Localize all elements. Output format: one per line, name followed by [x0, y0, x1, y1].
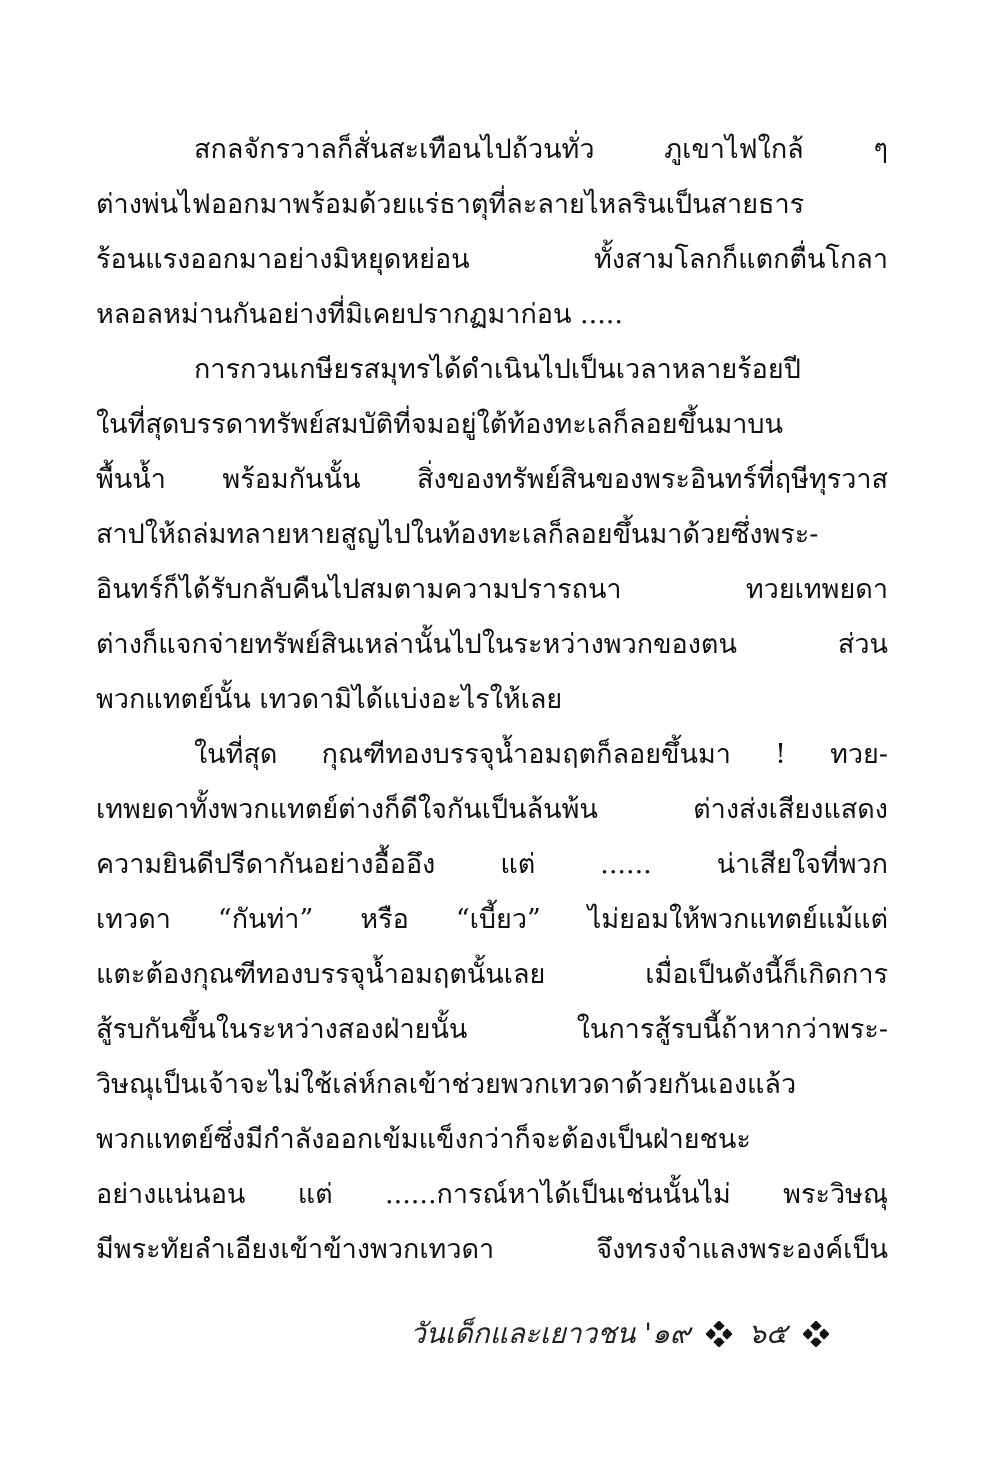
text-line: เทพยดาทั้งพวกแทตย์ต่างก็ดีใจกันเป็นล้นพ้น ต่างส่งเสียงแสดง — [96, 794, 888, 825]
page-number: ๖๕ — [748, 1317, 788, 1350]
text-line: ในที่สุด กุณฑีทองบรรจุน้ำอมฤตก็ลอยขึ้นมา ! ทวย- — [194, 739, 888, 770]
text-line: มีพระทัยลำเอียงเข้าข้างพวกเทวดา จึงทรงจำแลงพระองค์เป็น — [96, 1234, 888, 1265]
text-line: สู้รบกันขึ้นในระหว่างสองฝ่ายนั้น ในการสู้รบนี้ถ้าหากว่าพระ- — [96, 1014, 888, 1045]
text-line: แตะต้องกุณฑีทองบรรจุน้ำอมฤตนั้นเลย เมื่อเป็นดังนี้ก็เกิดการ — [96, 959, 888, 990]
diamond-ornament-icon — [803, 1321, 829, 1347]
text-line: อย่างแน่นอน แต่ ......การณ์หาได้เป็นเช่นนั้นไม่ พระวิษณุ — [96, 1179, 888, 1210]
text-line: ต่างก็แจกจ่ายทรัพย์สินเหล่านั้นไปในระหว่างพวกของตน ส่วน — [96, 629, 888, 660]
text-line: พวกแทตย์นั้น เทวดามิได้แบ่งอะไรให้เลย — [96, 684, 563, 715]
text-line: ต่างพ่นไฟออกมาพร้อมด้วยแร่ธาตุที่ละลายไหลรินเป็นสายธาร — [96, 189, 805, 220]
text-line: พื้นน้ำ พร้อมกันนั้น สิ่งของทรัพย์สินของพระอินทร์ที่ฤษีทุรวาส — [96, 464, 888, 495]
text-line: ความยินดีปรีดากันอย่างอื้ออึง แต่ ...... น่าเสียใจที่พวก — [96, 849, 888, 880]
diamond-ornament-icon — [706, 1321, 732, 1347]
footer-title: วันเด็กและเยาวชน '๑๙ — [410, 1317, 691, 1350]
text-line: สกลจักรวาลก็สั่นสะเทือนไปถ้วนทั่ว ภูเขาไฟใกล้ ๆ — [194, 134, 888, 165]
text-line: อินทร์ก็ได้รับกลับคืนไปสมตามความปรารถนา ทวยเทพยดา — [96, 574, 888, 605]
text-line: เทวดา “กันท่า” หรือ “เบี้ยว” ไม่ยอมให้พวกแทตย์แม้แต่ — [96, 904, 888, 935]
text-line: พวกแทตย์ซึ่งมีกำลังออกเข้มแข็งกว่าก็จะต้องเป็นฝ่ายชนะ — [96, 1124, 751, 1155]
text-line: หลอลหม่านกันอย่างที่มิเคยปรากฏมาก่อน ..... — [96, 299, 623, 330]
text-line: ร้อนแรงออกมาอย่างมิหยุดหย่อน ทั้งสามโลกก็แตกตื่นโกลา — [96, 244, 888, 275]
text-line: วิษณุเป็นเจ้าจะไม่ใช้เล่ห์กลเข้าช่วยพวกเทวดาด้วยกันเองแล้ว — [96, 1069, 797, 1100]
text-line: สาปให้ถล่มทลายหายสูญไปในท้องทะเลก็ลอยขึ้นมาด้วยซึ่งพระ- — [96, 519, 819, 550]
body-text — [96, 122, 888, 1277]
page-footer — [410, 1312, 829, 1356]
text-line: การกวนเกษียรสมุทรได้ดำเนินไปเป็นเวลาหลายร้อยปี — [194, 354, 801, 385]
text-line: ในที่สุดบรรดาทรัพย์สมบัติที่จมอยู่ใต้ท้องทะเลก็ลอยขึ้นมาบน — [96, 409, 783, 440]
